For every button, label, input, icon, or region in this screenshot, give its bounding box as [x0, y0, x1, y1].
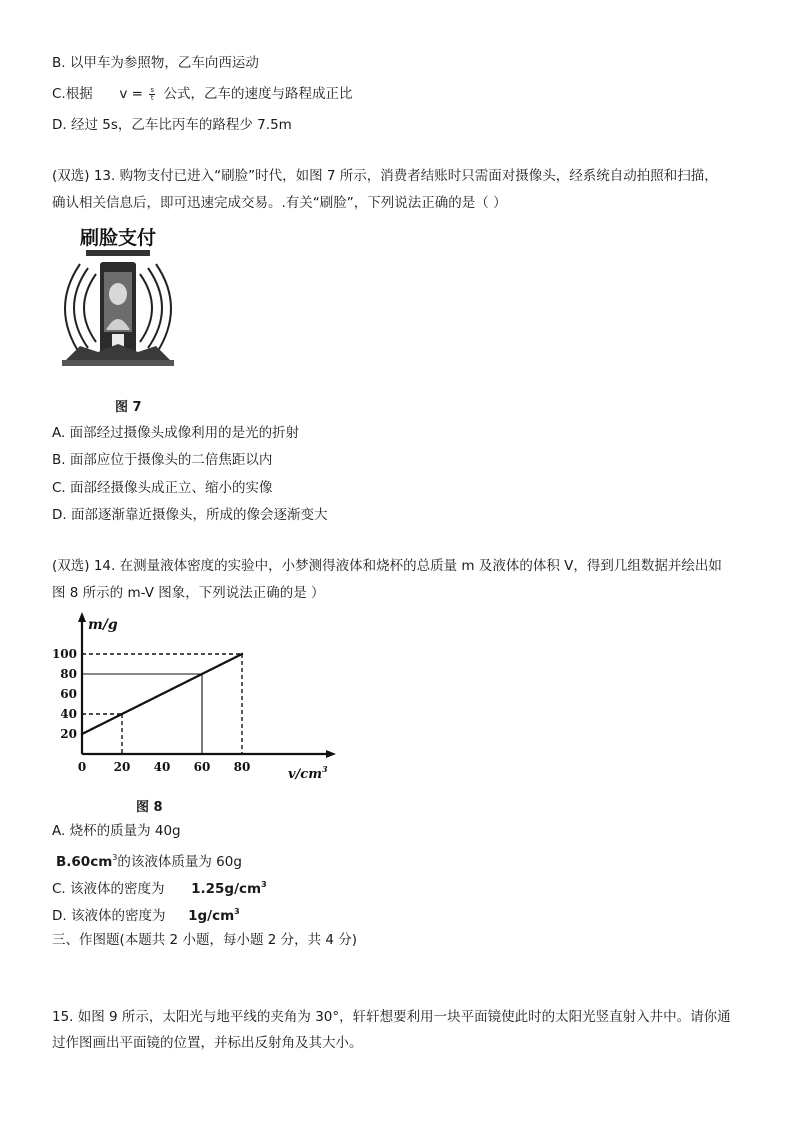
figure-7-illustration	[58, 222, 178, 372]
x-tick-label: 40	[153, 760, 171, 774]
q13-option-c: C. 面部经摄像头成正立、缩小的实像	[52, 480, 273, 496]
q12-option-d: D. 经过 5s，乙车比丙车的路程少 7.5m	[52, 117, 292, 133]
q14-option-d-sup: 3	[234, 907, 240, 916]
q14-option-c-prefix: C. 该液体的密度为	[52, 881, 165, 897]
section-3-heading: 三、作图题(本题共 2 小题，每小题 2 分，共 4 分)	[52, 932, 358, 948]
q15-stem-line-2: 过作图画出平面镜的位置，并标出反射角及其大小。	[52, 1035, 363, 1051]
series-line	[82, 654, 242, 734]
series-point	[81, 733, 83, 735]
figure-7-caption: 图 7	[115, 400, 142, 415]
q12-option-b: B. 以甲车为参照物，乙车向西运动	[52, 55, 259, 71]
q13-option-a: A. 面部经过摄像头成像利用的是光的折射	[52, 425, 300, 441]
chart-axes	[78, 612, 336, 758]
q12-option-c-suffix: 公式，乙车的速度与路程成正比	[163, 86, 353, 102]
q14-option-b	[56, 848, 242, 872]
y-tick-label: 20	[60, 727, 77, 741]
q12-option-c	[52, 84, 353, 104]
figure-8-chart	[51, 612, 345, 792]
chart-series	[81, 653, 243, 735]
x-tick-label: 0	[77, 760, 87, 774]
y-tick-label: 40	[60, 707, 77, 721]
y-axis-arrow	[78, 612, 86, 622]
figure-7-sign-text: 刷脸支付	[79, 227, 157, 249]
q13-option-b: B. 面部应位于摄像头的二倍焦距以内	[52, 452, 273, 468]
series-point	[121, 713, 123, 715]
q12-formula-fraction	[149, 87, 155, 102]
q14-option-d-prefix: D. 该液体的密度为	[52, 908, 166, 924]
series-point	[241, 653, 243, 655]
q14-stem-line-1: (双选) 14. 在测量液体密度的实验中，小梦测得液体和烧杯的总质量 m 及液体的体积 V，得到几组数据并绘出如	[52, 558, 722, 574]
y-tick-label: 60	[60, 687, 77, 701]
y-tick-label: 100	[51, 647, 77, 661]
chart-guide-lines	[82, 654, 242, 754]
q14-option-c-value: 1.25g/cm	[191, 881, 262, 897]
chart-x-axis-label-sup: 3	[321, 764, 328, 774]
q14-option-d	[52, 902, 240, 926]
q12-formula-numerator: s	[150, 85, 155, 94]
q12-formula-lhs: v =	[119, 86, 143, 102]
x-axis-arrow	[326, 750, 336, 758]
q14-option-c	[52, 875, 267, 899]
q14-option-c-sup: 3	[261, 880, 267, 889]
x-tick-label: 60	[193, 760, 211, 774]
y-tick-label: 80	[60, 667, 77, 681]
chart-y-axis-label: m/g	[88, 617, 118, 633]
q13-stem-line-1: (双选) 13. 购物支付已进入“刷脸”时代，如图 7 所示，消费者结账时只需面对摄像头，经系统自动拍照和扫描，	[52, 168, 718, 184]
chart-x-axis-label	[288, 764, 328, 782]
q12-formula-denominator: t	[150, 93, 154, 102]
q13-option-d: D. 面部逐渐靠近摄像头，所成的像会逐渐变大	[52, 507, 328, 523]
q13-stem-line-2: 确认相关信息后，即可迅速完成交易。.有关“刷脸”，下列说法正确的是（ ）	[52, 195, 507, 211]
q14-option-b-prefix: B.60cm	[56, 854, 113, 870]
q15-stem-line-1: 15. 如图 9 所示，太阳光与地平线的夹角为 30°，轩轩想要利用一块平面镜使此时的太阳光竖直射入井中。请你通	[52, 1009, 731, 1025]
q12-option-c-prefix: C.根据	[52, 86, 93, 102]
q14-option-b-sup: 3	[112, 853, 118, 862]
q14-stem-line-2: 图 8 所示的 m-V 图象，下列说法正确的是 ）	[52, 585, 325, 601]
x-tick-label: 20	[113, 760, 131, 774]
figure-8-caption: 图 8	[136, 800, 163, 815]
q14-option-a: A. 烧杯的质量为 40g	[52, 823, 181, 839]
q14-option-b-suffix: 的该液体质量为 60g	[117, 854, 242, 870]
x-tick-label: 80	[233, 760, 251, 774]
series-point	[201, 673, 203, 675]
q14-option-d-value: 1g/cm	[188, 908, 235, 924]
chart-x-axis-label-main: v/cm	[288, 767, 322, 782]
